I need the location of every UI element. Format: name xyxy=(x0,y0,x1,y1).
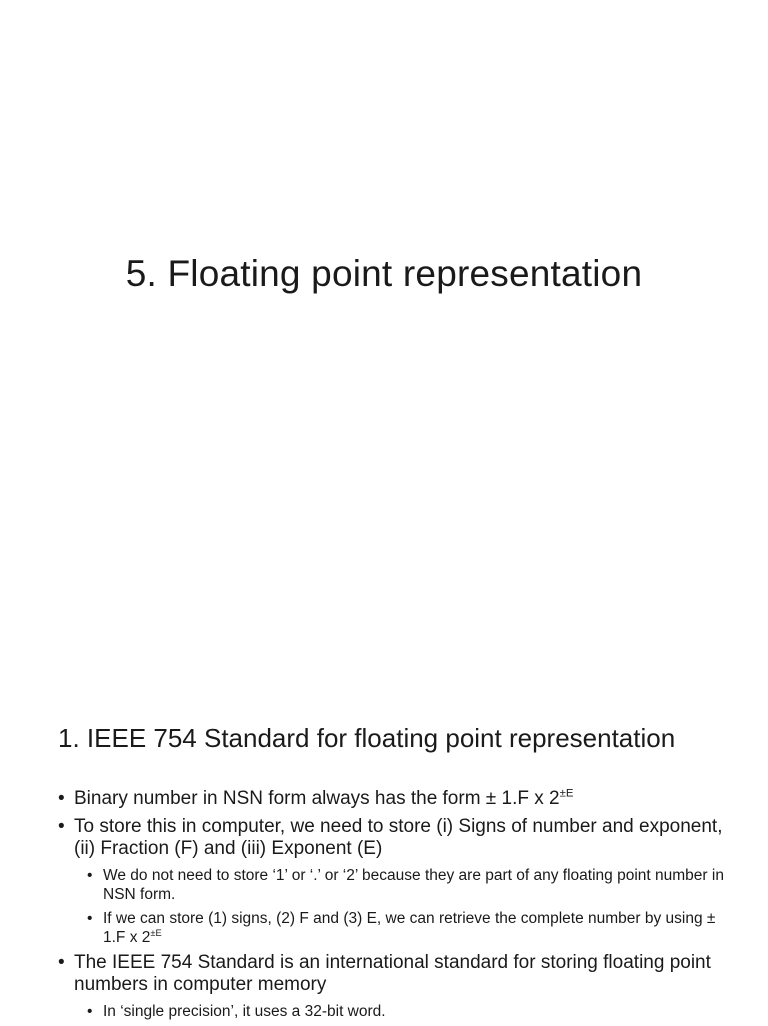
sub-bullet-retrieve-number xyxy=(58,909,738,947)
bullet-nsn-form xyxy=(58,788,738,810)
bullet-dot: • xyxy=(87,910,93,927)
bullet-text: Binary number in NSN form always has the form ± 1.F x 2 xyxy=(74,788,560,809)
section-title: 1. IEEE 754 Standard for floating point representation xyxy=(58,723,676,753)
exponent-superscript: ±E xyxy=(559,787,574,800)
bullet-ieee-754 xyxy=(58,952,738,996)
bullet-dot: • xyxy=(87,867,93,884)
sub-bullet-text: We do not need to store ‘1’ or ‘.’ or ‘2’ because they are part of any floating point number in NSN form. xyxy=(103,867,724,903)
bullet-dot: • xyxy=(58,788,65,809)
bullet-store-in-computer xyxy=(58,816,738,860)
exponent-superscript: ±E xyxy=(150,927,162,938)
bullet-dot: • xyxy=(58,816,65,837)
bullet-text: The IEEE 754 Standard is an international standard for storing floating point numbers in computer memory xyxy=(74,952,711,995)
sub-bullet-single-precision xyxy=(58,1002,738,1021)
bullet-list xyxy=(58,788,738,1026)
bullet-dot: • xyxy=(87,1003,93,1020)
sub-bullet-text: If we can store (1) signs, (2) F and (3) E, we can retrieve the complete number by using ± 1.F x 2 xyxy=(103,910,716,946)
bullet-text: To store this in computer, we need to store (i) Signs of number and exponent, (ii) Fraction (F) and (iii) Exponent (E) xyxy=(74,816,723,859)
slide-2 xyxy=(0,700,768,1024)
sub-bullet-text: In ‘single precision’, it uses a 32-bit word. xyxy=(103,1003,386,1020)
slide-title: 5. Floating point representation xyxy=(125,253,643,294)
bullet-dot: • xyxy=(58,952,65,973)
sub-bullet-no-need-to-store xyxy=(58,866,738,904)
